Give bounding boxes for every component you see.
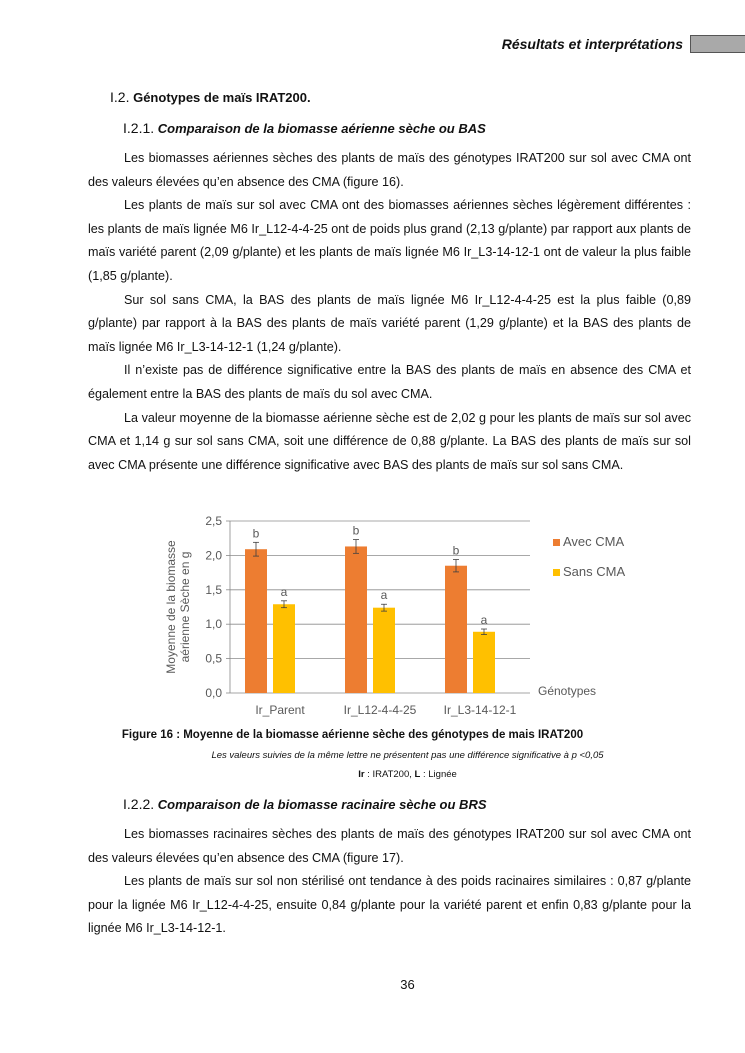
y-tick-label: 1,0 [205,617,222,632]
significance-letter: b [452,543,460,558]
paragraph: Les biomasses racinaires sèches des plants de maïs des génotypes IRAT200 sur sol avec CMA ont des valeurs élevées qu’en absence des CMA (figure 17). [88,827,691,865]
paragraph: Il n’existe pas de différence significative entre la BAS des plants de maïs en absence des CMA et également entre la BAS des plants de maïs du sol avec CMA. [88,363,691,401]
section-number: I.2. [110,89,130,105]
figure-note: Les valeurs suivies de la même lettre ne présentent pas une différence significative à p <0,05 [211,750,604,761]
y-axis-title: aérienne Sèche en g [178,551,192,663]
x-tick-label: Ir_L3-14-12-1 [443,703,517,717]
body-text-bas [88,147,691,477]
y-axis-title: Moyenne de la biomasse [164,540,178,674]
paragraph: Sur sol sans CMA, la BAS des plants de maïs lignée M6 Ir_L12-4-4-25 est la plus faible (0,89 g/plante) par rapport à la BAS des plants de maïs variété parent (1,29 g/plante) et la BAS des plants de maïs lignée M6 Ir_L3-14-12-1 (1,24 g/plante). [88,292,691,354]
legend-label: Sans CMA [563,564,626,579]
body-text-brs [88,823,691,941]
bar [373,608,395,693]
significance-letter: a [480,613,488,628]
y-tick-label: 2,5 [205,514,222,528]
subsection-title: Comparaison de la biomasse aérienne sèche ou BAS [157,121,486,136]
paragraph: Les plants de maïs sur sol non stérilisé ont tendance à des poids racinaires similaires : 0,87 g/plante pour la lignée M6 Ir_L12-4-4-25, ensuite 0,84 g/plante pour la variété parent et enfin 0,83 g/plante pour la lignée M6 Ir_L3-14-12-1. [88,874,691,936]
x-tick-label: Ir_L12-4-4-25 [343,703,417,717]
subsection-heading-bas [123,120,486,136]
bar [273,604,295,693]
bar [345,546,367,693]
abbr-l-value: : Lignée [420,769,457,780]
bar-chart-biomass [160,507,640,722]
subsection-title: Comparaison de la biomasse racinaire sèche ou BRS [157,797,487,812]
abbr-l-key: L [414,769,421,780]
y-tick-label: 1,5 [205,582,222,597]
subsection-number: I.2.1. [123,120,155,136]
significance-letter: b [352,523,360,538]
paragraph: Les biomasses aériennes sèches des plants de maïs des génotypes IRAT200 sur sol avec CMA ont des valeurs élevées qu’en absence des CMA (figure 16). [88,151,691,189]
abbr-ir-value: : IRAT200, [364,769,415,780]
y-tick-label: 0,5 [205,651,222,666]
x-tick-label: Ir_Parent [255,703,305,717]
x-axis-title: Génotypes [538,684,597,698]
figure-abbreviations [35,769,745,780]
bar [445,566,467,693]
y-tick-label: 0,0 [205,686,222,700]
significance-letter: a [280,584,288,599]
bar [473,632,495,693]
figure-caption: Figure 16 : Moyenne de la biomasse aérienne sèche des génotypes de mais IRAT200 [121,729,584,741]
significance-letter: a [380,588,388,603]
abbr-ir-key: Ir [358,769,365,780]
section-title: Génotypes de maïs IRAT200. [133,90,311,105]
legend-swatch [553,539,560,546]
page-number: 36 [400,977,415,992]
legend-swatch [553,569,560,576]
subsection-number: I.2.2. [123,796,155,812]
y-tick-label: 2,0 [205,548,222,563]
bar [245,549,267,693]
section-heading [110,89,311,105]
paragraph: Les plants de maïs sur sol avec CMA ont des biomasses aériennes sèches légèrement différentes : les plants de maïs lignée M6 Ir_L12-4-4-25 ont de poids plus grand (2,13 g/plante) par rapport aux plants de maïs variété parent (2,09 g/plante) et les plants de maïs lignée M6 Ir_L3-14-12-1 ont de valeur la plus faible (1,85 g/plante). [88,198,691,283]
legend-label: Avec CMA [563,534,625,549]
significance-letter: b [252,526,260,541]
subsection-heading-brs [123,796,487,812]
header-decoration-box [690,35,745,53]
paragraph: La valeur moyenne de la biomasse aérienne sèche est de 2,02 g pour les plants de maïs sur sol avec CMA et 1,14 g sur sol sans CMA, soit une différence de 0,88 g/plante. La BAS des plants de maïs sur sol avec CMA présente une différence significative avec BAS des plants de maïs sur sol sans CMA. [88,410,691,472]
page-header-title: Résultats et interprétations [501,36,683,52]
